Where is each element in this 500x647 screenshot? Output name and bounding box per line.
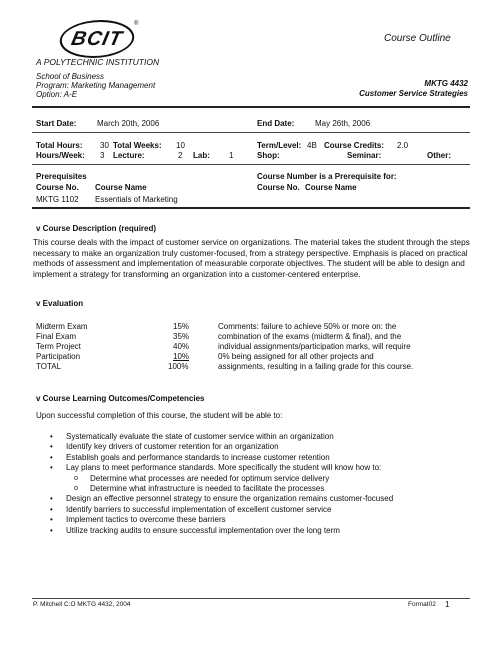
eval-item-pct: 40% (173, 342, 190, 351)
prereq-for-col-name: Course Name (305, 183, 357, 192)
description-heading: v Course Description (required) (36, 224, 157, 233)
outcome-item: • Utilize tracking audits to ensure successful implementation over the long term (50, 526, 393, 536)
term-label: Term/Level: (257, 141, 302, 150)
header-rule (32, 106, 470, 108)
total-hours-label: Total Hours: (36, 141, 83, 150)
credits-label: Course Credits: (324, 141, 385, 150)
total-weeks-label: Total Weeks: (113, 141, 162, 150)
eval-comment-line: individual assignments/participation marks, will require (218, 342, 411, 351)
outcome-item: • Design an effective personnel strategy to ensure the organization remains customer-focused (50, 494, 393, 504)
evaluation-heading: v Evaluation (36, 299, 84, 308)
eval-comment-line: assignments, resulting in a failing grade for this course. (218, 362, 414, 371)
hours-week-label: Hours/Week: (36, 151, 85, 160)
dates-rule (32, 132, 470, 133)
hours-rule (32, 164, 470, 165)
prereq-rule (32, 207, 470, 209)
prereq-col-name: Course Name (95, 183, 147, 192)
eval-item-name: Term Project (36, 342, 81, 351)
prereq-for-heading: Course Number is a Prerequisite for: (257, 172, 397, 181)
outcomes-intro: Upon successful completion of this course, the student will be able to: (36, 411, 283, 420)
start-label: Start Date: (36, 119, 77, 128)
end-label: End Date: (257, 119, 295, 128)
total-hours-value: 30 (100, 141, 109, 150)
outcome-item: • Systematically evaluate the state of customer service within an organization (50, 432, 393, 442)
eval-item-pct: 15% (173, 322, 190, 331)
course-title: Customer Service Strategies (359, 89, 468, 98)
eval-item-name: Participation (36, 352, 81, 361)
start-value: March 20th, 2006 (97, 119, 160, 128)
prereq-course-no: MKTG 1102 (36, 195, 79, 204)
school-name: School of Business (36, 72, 105, 81)
prereq-col-no: Course No. (36, 183, 79, 192)
outcome-subitem: o Determine what processes are needed for optimum service delivery (50, 474, 393, 484)
credits-value: 2.0 (397, 141, 409, 150)
footer-rule (32, 598, 470, 599)
outcome-item: • Lay plans to meet performance standards. More specifically the student will know how to: (50, 463, 393, 473)
eval-total-name: TOTAL (36, 362, 62, 371)
prereq-for-col-no: Course No. (257, 183, 300, 192)
lab-label: Lab: (193, 151, 210, 160)
eval-comment-line: 0% being assigned for all other projects and (218, 352, 374, 361)
course-code: MKTG 4432 (424, 79, 468, 88)
footer-format: Format02 (408, 601, 436, 608)
outcome-item: • Identify key drivers of customer retention for an organization (50, 442, 393, 452)
description-text: This course deals with the impact of customer service on organizations. The material takes the student through the steps necessary to make an organization truly customer-focused, from a strategy perspective. Emphasis is placed on practical methods of assessment and implementation of measurable corporate objectives. The student will be able to design and implement a strategy for transforming an organization into a customer-centered enterprise. (33, 238, 470, 279)
lab-value: 1 (229, 151, 234, 160)
outcomes-heading: v Course Learning Outcomes/Competencies (36, 394, 205, 403)
bcit-logo (56, 20, 138, 58)
outcome-item: • Implement tactics to overcome these barriers (50, 515, 393, 525)
outcome-subitem: o Determine what infrastructure is needed to facilitate the processes (50, 484, 393, 494)
registered-mark: ® (134, 21, 139, 27)
prereq-course-name: Essentials of Marketing (95, 195, 178, 204)
footer-left: P. Mitchell C:O MKTG 4432, 2004 (33, 601, 131, 608)
eval-comment-line: combination of the exams (midterm & final), and the (218, 332, 402, 341)
eval-item-pct: 10% (173, 352, 190, 361)
eval-total-pct: 100% (168, 362, 189, 371)
option-text: Option: A-E (36, 90, 78, 99)
prereq-heading: Prerequisites (36, 172, 87, 181)
logo-text: BCIT (69, 27, 125, 50)
hours-week-value: 3 (100, 151, 105, 160)
tagline: A POLYTECHNIC INSTITUTION (36, 57, 160, 67)
outcome-item: • Establish goals and performance standards to increase customer retention (50, 453, 393, 463)
lecture-value: 2 (178, 151, 183, 160)
eval-item-pct: 35% (173, 332, 190, 341)
eval-item-name: Midterm Exam (36, 322, 88, 331)
eval-comment-line: Comments: failure to achieve 50% or more on: the (218, 322, 397, 331)
total-weeks-value: 10 (176, 141, 185, 150)
shop-label: Shop: (257, 151, 280, 160)
other-label: Other: (427, 151, 451, 160)
term-value: 4B (307, 141, 317, 150)
program-name: Program: Marketing Management (36, 81, 156, 90)
page-number: 1 (445, 600, 450, 609)
lecture-label: Lecture: (113, 151, 145, 160)
eval-item-name: Final Exam (36, 332, 77, 341)
outcome-item: • Identify barriers to successful implementation of excellent customer service (50, 505, 393, 515)
end-value: May 26th, 2006 (315, 119, 371, 128)
outcomes-list (50, 432, 393, 536)
seminar-label: Seminar: (347, 151, 382, 160)
doc-type: Course Outline (384, 33, 451, 44)
